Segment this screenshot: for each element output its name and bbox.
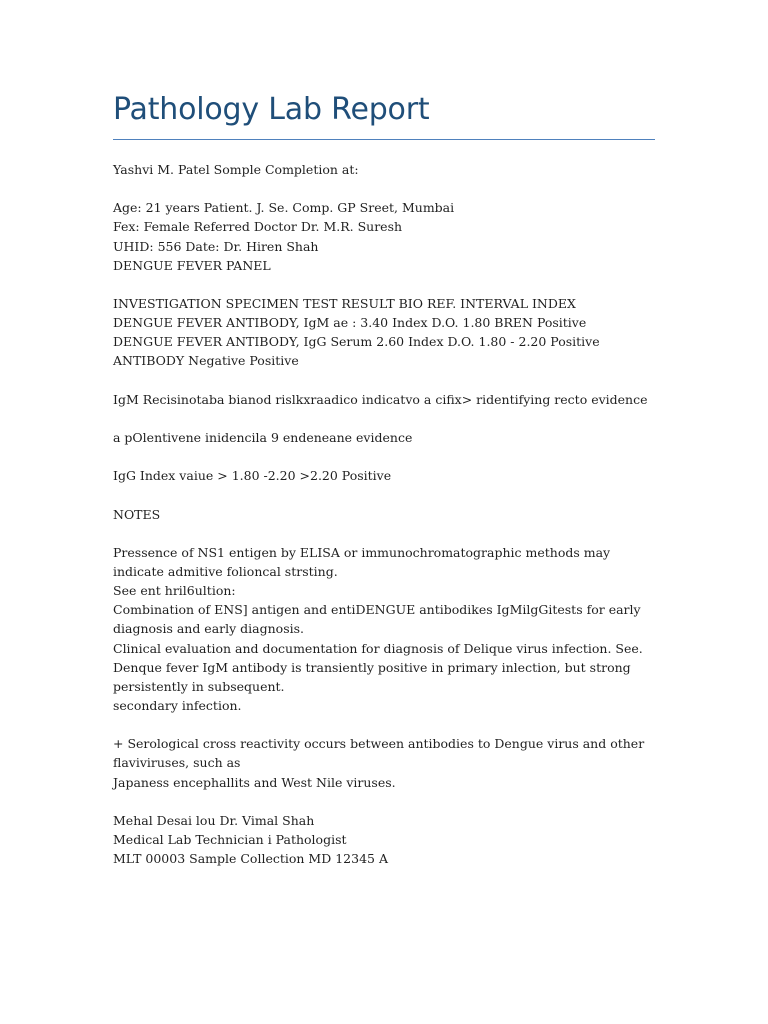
notes-heading-block xyxy=(113,505,658,524)
cross-reactivity-note: + Serological cross reactivity occurs between antibodies to Dengue virus and other flaviviruses, such as xyxy=(113,736,645,771)
results-row: DENGUE FEVER ANTIBODY, IgG Serum 2.60 Index D.O. 1.80 - 2.20 Positive xyxy=(113,334,600,350)
signatory-titles: Medical Lab Technician i Pathologist xyxy=(113,832,347,848)
potential-line: a pOlentivene inidencila 9 endeneane evidence xyxy=(113,429,413,445)
detail-line: Fex: Female Referred Doctor Dr. M.R. Suresh xyxy=(113,219,403,235)
signatory-ids: MLT 00003 Sample Collection MD 12345 A xyxy=(113,851,388,867)
results-row: DENGUE FEVER ANTIBODY, IgM ae : 3.40 Index D.O. 1.80 BREN Positive xyxy=(113,315,587,331)
note-item: Pressence of NS1 entigen by ELISA or immunochromatographic methods may indicate admitive folioncal strsting. xyxy=(113,544,611,579)
cross-reactivity-note: Japaness encephallits and West Nile viruses. xyxy=(113,774,396,790)
patient-block xyxy=(113,160,658,179)
note-item: secondary infection. xyxy=(113,698,242,714)
note-item: Clinical evaluation and documentation for diagnosis of Delique virus infection. See. xyxy=(113,640,643,656)
results-row: ANTIBODY Negative Positive xyxy=(113,353,299,369)
cross-reactivity-block xyxy=(113,734,658,791)
igg-interpretation xyxy=(113,466,658,485)
note-item: Combination of ENS] antigen and entiDENGUE antibodikes IgMilgGitests for early diagnosis and early diagnosis. xyxy=(113,602,641,637)
notes-heading: NOTES xyxy=(113,506,161,522)
report-title: Pathology Lab Report xyxy=(113,92,430,127)
igm-interpretation xyxy=(113,390,658,409)
notes-block xyxy=(113,543,658,715)
signature-block xyxy=(113,811,658,868)
signatory-names: Mehal Desai lou Dr. Vimal Shah xyxy=(113,812,315,828)
detail-line: Age: 21 years Patient. J. Se. Comp. GP Sreet, Mumbai xyxy=(113,200,455,216)
note-item: See ent hril6ultion: xyxy=(113,583,236,599)
igm-line: IgM Recisinotaba bianod rislkxraadico indicatvo a cifix> ridentifying recto evidence xyxy=(113,391,648,407)
note-item: Denque fever IgM antibody is transiently positive in primary inlection, but strong persistently in subsequent. xyxy=(113,659,631,694)
patient-details-block xyxy=(113,198,658,275)
panel-heading: DENGUE FEVER PANEL xyxy=(113,257,271,273)
title-divider xyxy=(113,139,655,140)
report-body xyxy=(113,160,658,868)
detail-line: UHID: 556 Date: Dr. Hiren Shah xyxy=(113,238,319,254)
potential-evidence xyxy=(113,428,658,447)
patient-name-line: Yashvi M. Patel Somple Completion at: xyxy=(113,162,359,177)
results-header-row: INVESTIGATION SPECIMEN TEST RESULT BIO REF. INTERVAL INDEX xyxy=(113,295,576,311)
results-table xyxy=(113,294,658,371)
igg-line: IgG Index vaiue > 1.80 -2.20 >2.20 Positive xyxy=(113,468,392,484)
